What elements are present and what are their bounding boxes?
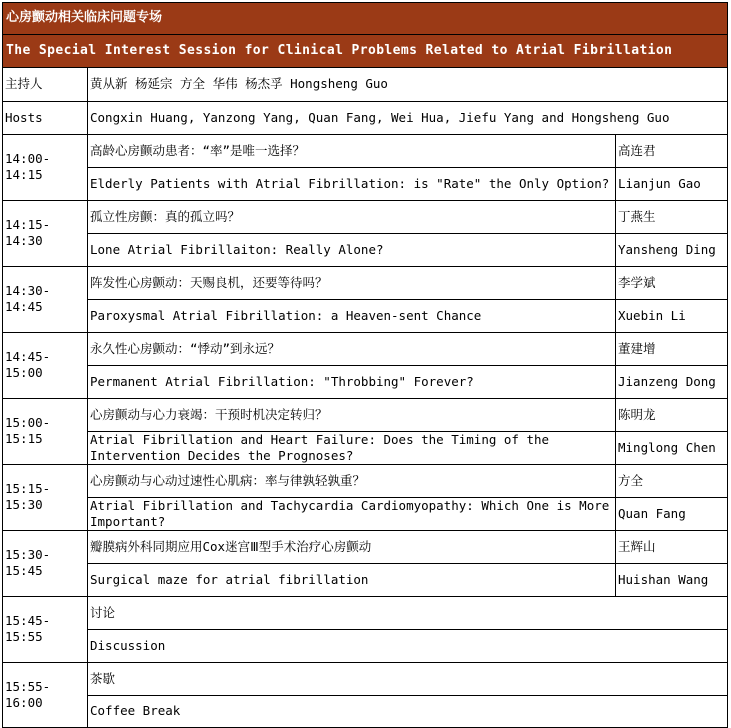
column-divider [615, 464, 616, 531]
border-line [87, 563, 728, 564]
topic-en: Lone Atrial Fibrillaiton: Really Alone? [90, 241, 384, 257]
topic-en: Permanent Atrial Fibrillation: "Throbbing" Forever? [90, 373, 474, 389]
border-line [87, 431, 728, 432]
border-line [2, 398, 728, 399]
border-line [2, 67, 728, 68]
time-cell: 14:45- 15:00 [5, 349, 51, 380]
border-line [2, 662, 728, 663]
column-divider [615, 200, 616, 267]
time-cell: 15:00- 15:15 [5, 415, 51, 446]
border-line [87, 497, 728, 498]
speaker-en: Xuebin Li [618, 307, 686, 323]
hosts-names-en: Congxin Huang, Yanzong Yang, Quan Fang, Wei Hua, Jiefu Yang and Hongsheng Guo [90, 109, 670, 125]
border-line [2, 200, 728, 201]
topic-en: Coffee Break [90, 703, 181, 718]
topic-cn: 茶歇 [90, 670, 116, 686]
topic-cn: 高龄心房颤动患者：“率”是唯一选择？ [90, 142, 306, 158]
speaker-cn: 董建增 [618, 340, 656, 356]
border-line [87, 695, 728, 696]
border-line [87, 629, 728, 630]
border-line [2, 530, 728, 531]
speaker-cn: 李学斌 [618, 274, 656, 290]
column-divider [615, 530, 616, 597]
session-title-en: The Special Interest Session for Clinical Problems Related to Atrial Fibrillation [2, 35, 727, 67]
speaker-cn: 方全 [618, 472, 644, 488]
border-line [2, 34, 728, 35]
border-line [87, 233, 728, 234]
speaker-en: Jianzeng Dong [618, 373, 716, 389]
time-cell: 14:00- 14:15 [5, 151, 51, 182]
topic-cn: 孤立性房颤：真的孤立吗？ [90, 208, 241, 224]
time-cell: 15:55- 16:00 [5, 678, 51, 710]
topic-cn: 永久性心房颤动：“悸动”到永远？ [90, 340, 281, 356]
border-line [87, 299, 728, 300]
border-line [2, 101, 728, 102]
speaker-cn: 丁燕生 [618, 208, 656, 224]
speaker-en: Lianjun Gao [618, 175, 701, 191]
time-cell: 15:15- 15:30 [5, 481, 51, 512]
border-line [2, 596, 728, 597]
column-divider [615, 332, 616, 399]
border-line [2, 266, 728, 267]
speaker-cn: 高连君 [618, 142, 656, 158]
border-line [2, 134, 728, 135]
speaker-en: Huishan Wang [618, 571, 709, 587]
hosts-label-cn: 主持人 [5, 76, 43, 91]
time-cell: 14:30- 14:45 [5, 283, 51, 314]
speaker-en: Quan Fang [618, 505, 686, 521]
topic-cn: 瓣膜病外科同期应用Cox迷宫Ⅲ型手术治疗心房颤动 [90, 538, 372, 554]
border-right [727, 2, 728, 728]
column-divider [87, 67, 88, 728]
topic-en: Discussion [90, 637, 166, 653]
border-left [2, 2, 3, 728]
border-line [87, 365, 728, 366]
time-cell: 14:15- 14:30 [5, 217, 51, 248]
topic-en: Atrial Fibrillation and Heart Failure: Does the Timing of the Intervention Decides the Prognoses? [90, 431, 550, 463]
border-top [2, 2, 728, 3]
border-line [2, 464, 728, 465]
hosts-names-cn: 黄从新 杨延宗 方全 华伟 杨杰孚 Hongsheng Guo [90, 76, 388, 91]
topic-en: Paroxysmal Atrial Fibrillation: a Heaven-sent Chance [90, 307, 482, 323]
column-divider [615, 398, 616, 465]
border-line [87, 167, 728, 168]
topic-en: Elderly Patients with Atrial Fibrillation: is "Rate" the Only Option? [90, 175, 610, 191]
topic-en: Surgical maze for atrial fibrillation [90, 571, 369, 587]
time-cell: 15:45- 15:55 [5, 613, 51, 644]
topic-en: Atrial Fibrillation and Tachycardia Cardiomyopathy: Which One is More Important? [90, 497, 610, 529]
column-divider [615, 134, 616, 201]
column-divider [615, 266, 616, 333]
hosts-label-en: Hosts [5, 109, 43, 125]
topic-cn: 心房颤动与心力衰竭：干预时机决定转归？ [90, 406, 328, 422]
speaker-en: Yansheng Ding [618, 241, 716, 257]
topic-cn: 心房颤动与心动过速性心肌病：率与律孰轻孰重？ [90, 472, 366, 488]
session-title-cn: 心房颤动相关临床问题专场 [2, 2, 727, 34]
time-cell: 15:30- 15:45 [5, 547, 51, 578]
speaker-en: Minglong Chen [618, 439, 716, 455]
border-line [2, 332, 728, 333]
speaker-cn: 王辉山 [618, 538, 656, 554]
topic-cn: 阵发性心房颤动：天赐良机，还要等待吗？ [90, 274, 328, 290]
topic-cn: 讨论 [90, 604, 116, 620]
speaker-cn: 陈明龙 [618, 406, 656, 422]
